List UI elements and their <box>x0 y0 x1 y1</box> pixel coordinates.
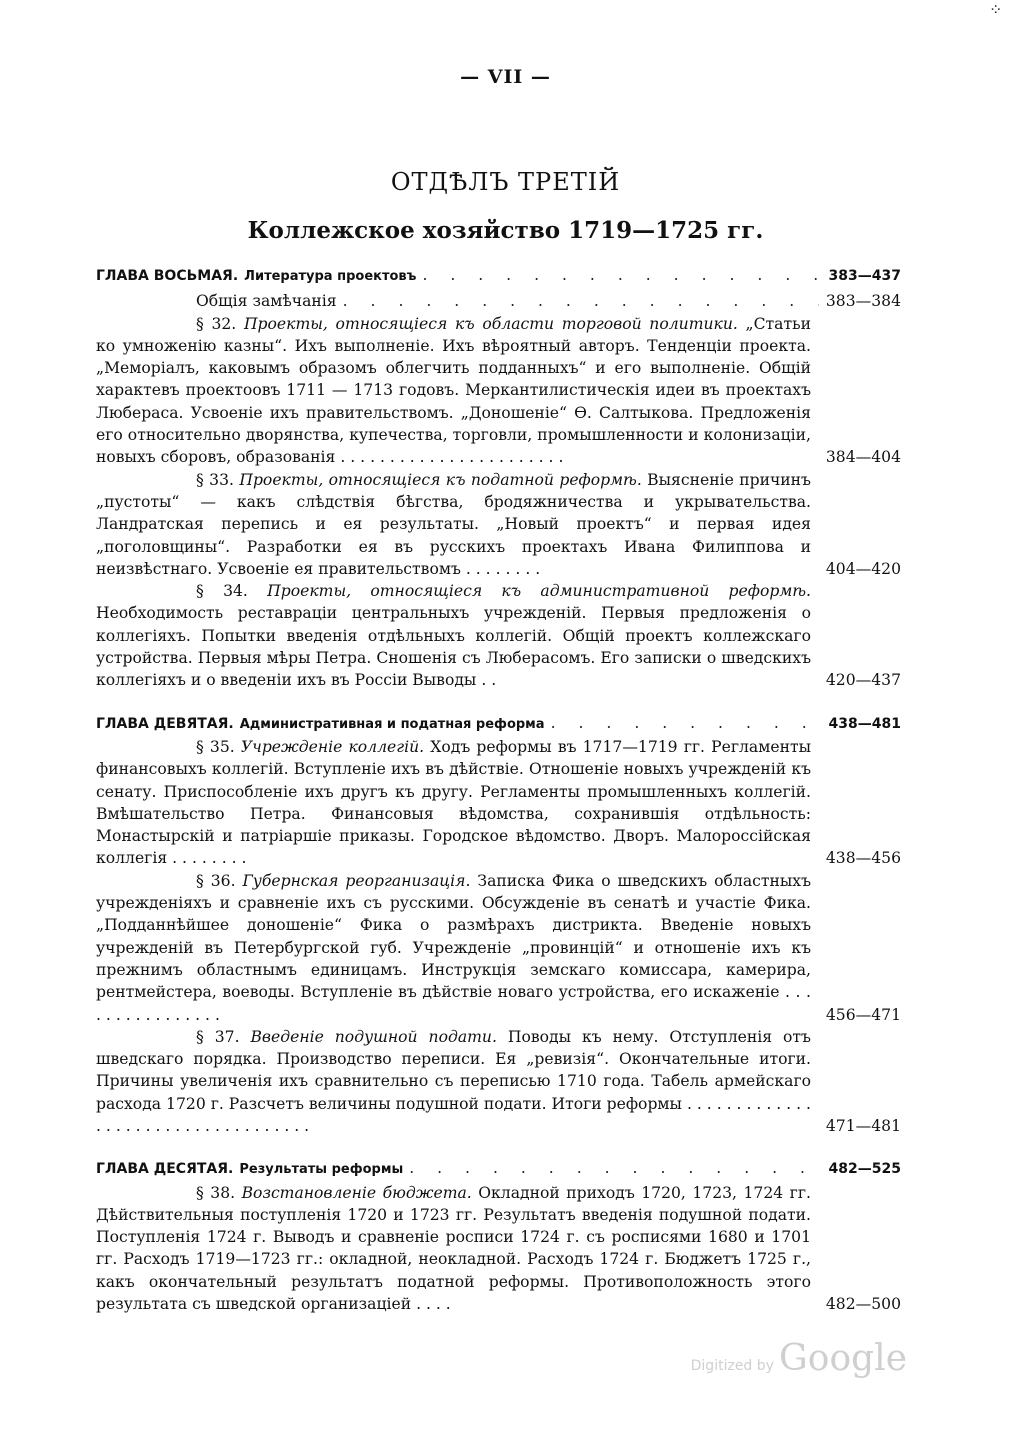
section-pages: 420—437 <box>825 671 901 690</box>
dot-leader <box>551 712 819 734</box>
section-number: § 37. <box>196 1027 240 1046</box>
section-pages: 404—420 <box>825 559 901 578</box>
running-head: — VII — <box>460 66 551 88</box>
section-number: § 38. <box>196 1183 236 1202</box>
section-entry[interactable] <box>96 1182 901 1316</box>
section-pages: 456—471 <box>825 1005 901 1024</box>
dot-leader: . . . . . . . . <box>465 559 541 578</box>
section-description: Необходимость реставраціи центральныхъ учрежденій. Первыя предложенія о коллегіяхъ. Попытки введенія отдѣльныхъ коллегій. Общій проектъ коллежскаго устройства. Первыя мѣры Петра. Сношенія съ Люберасомъ. Его записки о шведскихъ коллегіяхъ и о введеніи ихъ въ Россіи Выводы <box>96 604 811 690</box>
dot-leader: . . . . <box>416 1295 451 1314</box>
chapter-label: ГЛАВА ДЕСЯТАЯ. <box>96 1161 234 1178</box>
section-pages: 384—404 <box>825 448 901 467</box>
section-number: § 32. <box>196 314 237 333</box>
section-entry[interactable] <box>96 1026 901 1137</box>
dot-leader <box>343 290 819 312</box>
section-description: Окладной приходъ 1720, 1723, 1724 гг. Дѣйствительныя поступленія 1720 и 1723 гг. Результатъ введенія подушной подати. Поступленія 1724 г. Выводъ и сравненіе росписи 1724 г. съ росписями 1680 и 1701 гг. Расходъ 1719—1723 гг.: окладной, неокладной. Расходъ 1724 г. Бюджетъ 1725 г., какъ окончательный результатъ податной реформы. Противоположность этого результата съ шведской организаціей <box>96 1183 811 1314</box>
section-text <box>96 1026 825 1137</box>
section-text <box>96 580 825 691</box>
section-title: Проекты, относящіеся къ административной реформѣ. <box>267 582 811 601</box>
section-description: Поводы къ нему. Отступленія отъ шведскаго порядка. Производство переписи. Ея „ревизія“. Окончательные итоги. Причины увеличенія ихъ сравнительно съ переписью 1710 года. Табель армейскаго расхода 1720 г. Разсчетъ величины подушной подати. Итоги реформы <box>96 1027 811 1113</box>
section-title: Учрежденіе коллегій. <box>240 737 425 756</box>
section-entry[interactable] <box>96 870 901 1026</box>
google-logo: Google <box>779 1338 907 1379</box>
digitized-watermark <box>691 1338 907 1379</box>
section-title: Возстановленіе бюджета. <box>241 1183 472 1202</box>
chapter-pages: 438—481 <box>828 715 901 732</box>
section-number: § 35. <box>196 737 235 756</box>
section-description: Записка Фика о шведскихъ областныхъ учрежденіяхъ и сравненіе ихъ съ русскими. Обсужденіе въ сенатѣ и участіе Фика. „Подданнѣйшее доношеніе“ Фика о размѣрахъ дистрикта. Введеніе новыхъ учрежденій въ Петербургской губ. Учрежденіе „провинцій“ и отношеніе ихъ къ прежнимъ областнымъ единицамъ. Инструкція земскаго комиссара, камерира, рентмейстера, воеводы. Вступленіе въ дѣйствіе новаго устройства, его искаженіе <box>96 871 811 1002</box>
section-entry[interactable] <box>96 469 901 580</box>
section-title: Проекты, относящіеся къ податной реформѣ. <box>239 470 642 489</box>
section-title: Губернская реорганизація. <box>242 871 471 890</box>
dot-leader: . . . . . . . . . . . . . . . . . . . . . . . . . . . . . . . . . . . <box>96 1094 811 1135</box>
section-entry[interactable] <box>96 580 901 691</box>
section-text <box>96 736 825 870</box>
section-description: Ходъ реформы въ 1717—1719 гг. Регламенты финансовыхъ коллегій. Вступленіе ихъ въ дѣйствіе. Отношеніе новыхъ учрежденій къ сенату. Приспособленіе ихъ другъ къ другу. Регламенты промышленныхъ коллегій. Вмѣшательство Петра. Финансовыя вѣдомства, сохранившія отдѣльность: Монастырскій и патріаршіе приказы. Городское вѣдомство. Дворъ. Малороссійская коллегія <box>96 737 811 868</box>
section-text <box>96 469 825 580</box>
scan-artifact-mark: ⁘ <box>989 0 1003 19</box>
chapter-label: ГЛАВА ВОСЬМАЯ. <box>96 268 239 284</box>
section-title: Введеніе подушной подати. <box>250 1027 497 1046</box>
part-subtitle: Коллежское хозяйство 1719—1725 гг. <box>247 217 764 244</box>
general-remarks-row[interactable] <box>96 290 901 312</box>
chapter-pages: 482—525 <box>828 1161 901 1178</box>
section-number: § 34. <box>196 582 248 601</box>
dot-leader: . . . . . . . . . . . . . . . . . . . . . . . <box>340 448 564 467</box>
section-pages: 471—481 <box>825 1116 901 1135</box>
general-remarks-pages: 383—384 <box>825 292 901 311</box>
section-entry[interactable] <box>96 736 901 870</box>
section-description: „Статьи ко умноженію казны“. Ихъ выполненіе. Ихъ вѣроятный авторъ. Тенденціи проекта. „Меморіалъ, каковымъ образомъ облегчить подданныхъ“ и его выполненіе. Общій характевъ проектоовъ 1711 — 1713 годовъ. Меркантилистическія идеи въ проектахъ Любераса. Усвоеніе ихъ правительствомъ. „Доношеніе“ Ѳ. Салтыкова. Предложенія его относительно дворянства, купечества, торговли, промышленности и колонизаціи, новыхъ сборовъ, образованія <box>96 314 811 467</box>
section-text <box>96 313 825 469</box>
section-entry[interactable] <box>96 313 901 469</box>
section-text <box>96 1182 825 1316</box>
dot-leader: . . . . . . . . . . . . . . . . <box>96 983 811 1024</box>
section-title: Проекты, относящіеся къ области торговой политики. <box>243 314 738 333</box>
section-text <box>96 870 825 1026</box>
section-number: § 33. <box>196 470 234 489</box>
table-of-contents <box>96 262 901 1315</box>
dot-leader <box>409 1157 819 1179</box>
section-number: § 36. <box>196 871 236 890</box>
section-pages: 438—456 <box>825 849 901 868</box>
dot-leader <box>422 264 819 286</box>
chapter-title: Литература проектовъ <box>244 269 417 284</box>
chapter-row[interactable] <box>96 712 901 736</box>
chapter-title: Административная и податная реформа <box>239 716 545 732</box>
chapter-row[interactable] <box>96 1157 901 1181</box>
chapter-row[interactable] <box>96 264 901 288</box>
chapter-title: Результаты реформы <box>239 1162 404 1178</box>
section-pages: 482—500 <box>825 1295 901 1314</box>
section-description: Выясненіе причинъ „пустоты“ — какъ слѣдствія бѣгства, бродяжничества и укрывательства. Ландратская перепись и ея результаты. „Новый проектъ“ и первая идея „поголовщины“. Разработки ея въ русскихъ проектахъ Ивана Филиппова и неизвѣстнаго. Усвоеніе ея правительствомъ <box>96 470 811 578</box>
chapter-pages: 383—437 <box>828 268 901 284</box>
chapter-label: ГЛАВА ДЕВЯТАЯ. <box>96 715 234 732</box>
dot-leader: . . <box>481 671 497 690</box>
dot-leader: . . . . . . . . <box>172 849 247 868</box>
part-title: ОТДѢЛЪ ТРЕТІЙ <box>390 168 621 196</box>
general-remarks-label: Общія замѣчанія <box>196 292 337 311</box>
watermark-prefix: Digitized by <box>690 1358 774 1374</box>
